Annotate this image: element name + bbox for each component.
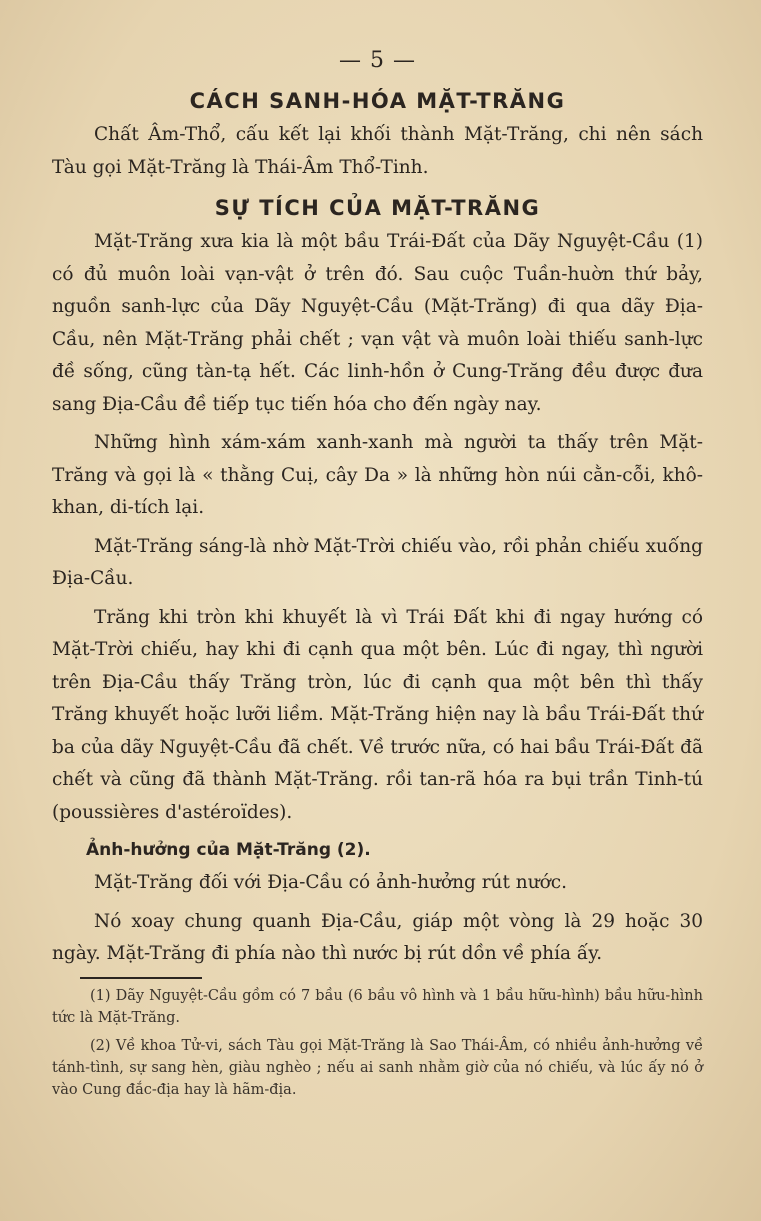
subheading-moon-influence: Ảnh-hưởng của Mặt-Trăng (2). — [86, 840, 371, 860]
page-number: — 5 — — [339, 48, 416, 73]
paragraph: Mặt-Trăng đối với Địa-Cầu có ảnh-hưởng rút nước. — [94, 872, 567, 893]
paragraph: Những hình xám-xám xanh-xanh mà người ta thấy trên Mặt-Trăng và gọi là « thằng Cuị, cây Da » là những hòn núi cằn-cỗi, khô-khan, di-tích lại. — [52, 432, 703, 518]
paragraph: Nó xoay chung quanh Địa-Cầu, giáp một vòng là 29 hoặc 30 ngày. Mặt-Trăng đi phía nào thì nước bị rút dồn về phía ấy. — [52, 910, 703, 964]
paragraph: Chất Âm-Thổ, cấu kết lại khối thành Mặt-Trăng, chi nên sách Tàu gọi Mặt-Trăng là Thái-Âm Thổ-Tinh. — [52, 124, 703, 178]
paragraph: Mặt-Trăng sáng-là nhờ Mặt-Trời chiếu vào, rồi phản chiếu xuống Địa-Cầu. — [52, 535, 703, 589]
footnote-1: (1) Dãy Nguyệt-Cầu gồm có 7 bầu (6 bầu vô hình và 1 bầu hữu-hình) bầu hữu-hình tức là Mặt-Trăng. — [52, 987, 703, 1026]
section-title-moon-formation: CÁCH SANH-HÓA MẶT-TRĂNG — [189, 89, 566, 113]
section-title-moon-history: SỰ TÍCH CỦA MẶT-TRĂNG — [214, 196, 541, 220]
paragraph: Mặt-Trăng xưa kia là một bầu Trái-Đất của Dãy Nguyệt-Cầu (1) có đủ muôn loài vạn-vật ở trên đó. Sau cuộc Tuần-huờn thứ bảy, nguồn sanh-lực của Dãy Nguyệt-Cầu (Mặt-Trăng) đi qua dãy Địa-Cầu, nên Mặt-Trăng phải chết ; vạn vật và muôn loài thiếu sanh-lực đề sống, cũng tàn-tạ hết. Các linh-hồn ở Cung-Trăng đều được đưa sang Địa-Cầu đề tiếp tục tiến hóa cho đến ngày nay. — [52, 231, 703, 415]
footnote-divider — [80, 977, 202, 979]
footnote-2: (2) Về khoa Tử-vi, sách Tàu gọi Mặt-Trăng là Sao Thái-Âm, có nhiều ảnh-hưởng về tánh-tình, sự sang hèn, giàu nghèo ; nếu ai sanh nhằm giờ của nó chiếu, và lúc ấy nó ở vào Cung đắc-địa hay là hãm-địa. — [52, 1037, 703, 1098]
paragraph: Trăng khi tròn khi khuyết là vì Trái Đất khi đi ngay hướng có Mặt-Trời chiếu, hay khi đi cạnh qua một bên. Lúc đi ngay, thì người trên Địa-Cầu thấy Trăng tròn, lúc đi cạnh qua một bên thì thấy Trăng khuyết hoặc lưỡi liềm. Mặt-Trăng hiện nay là bầu Trái-Đất thứ ba của dãy Nguyệt-Cầu đã chết. Về trước nữa, có hai bầu Trái-Đất đã chết và cũng đã thành Mặt-Trăng. rồi tan-rã hóa ra bụi trần Tinh-tú (poussières d'astéroïdes). — [52, 606, 703, 823]
